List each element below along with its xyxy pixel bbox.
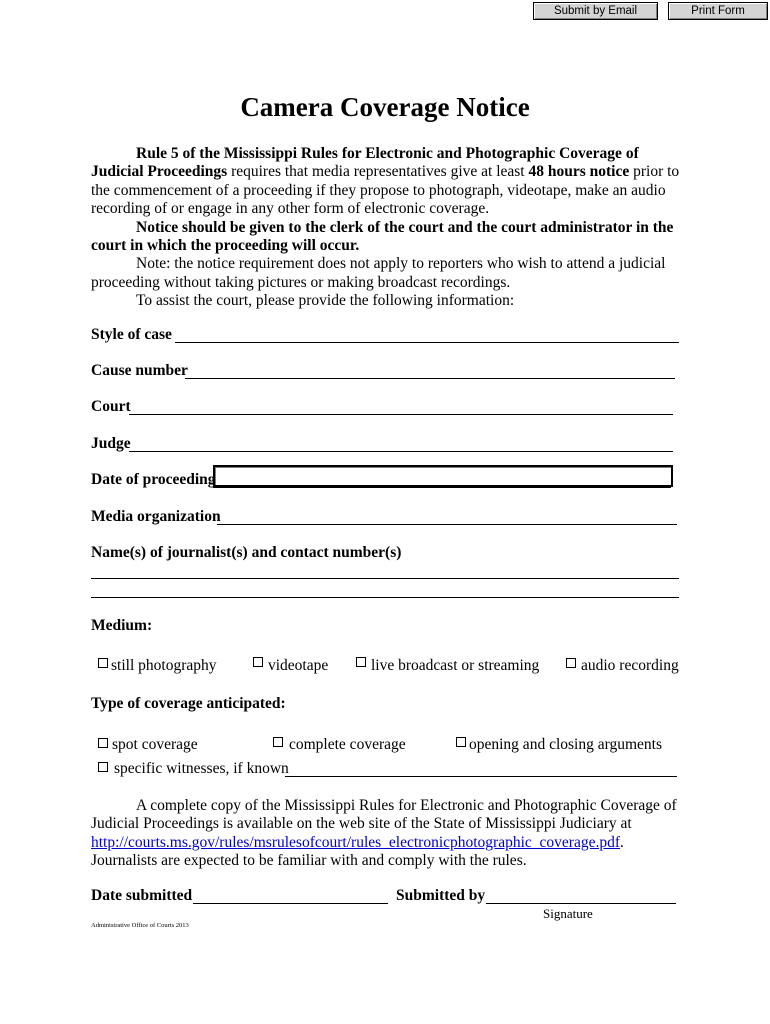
judge-input[interactable] — [129, 451, 673, 452]
credit-text: Administrative Office of Courts 2013 — [91, 922, 189, 929]
date-of-proceeding-underline — [213, 487, 671, 488]
intro-paragraph-3: Note: the notice requirement does not apply to reporters who wish to attend a judicial proceeding without taking pictures or making broadcast recordings. — [91, 255, 666, 291]
court-label: Court — [91, 398, 131, 415]
complete-coverage-checkbox[interactable] — [273, 737, 283, 747]
videotape-checkbox[interactable] — [253, 657, 263, 667]
rule-reference: Rule 5 of the Mississippi Rules for Electronic and Photographic Coverage of Judicial Proceedings — [91, 145, 639, 181]
style-of-case-row — [91, 326, 681, 346]
rules-availability-text — [91, 797, 691, 871]
still-photography-checkbox[interactable] — [98, 658, 108, 668]
coverage-type-label: Type of coverage anticipated: — [91, 695, 286, 712]
still-photography-label: still photography — [111, 657, 217, 674]
intro-paragraph-2 — [91, 219, 691, 256]
rules-availability-paragraph — [91, 797, 691, 852]
rules-link[interactable]: http://courts.ms.gov/rules/msrulesofcourt/rules_electronicphotographic_coverage.pdf — [91, 833, 621, 851]
intro-paragraph-1 — [91, 145, 691, 219]
specific-witnesses-input[interactable] — [285, 776, 677, 777]
court-row — [91, 398, 681, 418]
specific-witnesses-label: specific witnesses, if known — [114, 760, 289, 777]
date-submitted-label: Date submitted — [91, 887, 193, 904]
style-of-case-label: Style of case — [91, 326, 172, 343]
judge-row — [91, 435, 681, 455]
media-organization-row — [91, 508, 681, 528]
journalists-row — [91, 544, 681, 564]
court-input[interactable] — [129, 414, 673, 415]
intro-text — [91, 145, 691, 311]
cause-number-input[interactable] — [185, 378, 675, 379]
submit-by-email-button[interactable]: Submit by Email — [533, 2, 658, 20]
spot-coverage-label: spot coverage — [112, 736, 198, 753]
notice-period: 48 hours notice — [528, 163, 630, 181]
specific-witnesses-checkbox[interactable] — [98, 762, 108, 772]
signature-caption: Signature — [543, 906, 593, 921]
print-form-button[interactable]: Print Form — [668, 2, 768, 20]
rules-availability-sentence: A complete copy of the Mississippi Rules for Electronic and Photographic Coverage of Judicial Proceedings is available on the web site of the State of Mississippi Judiciary at — [91, 797, 677, 833]
complete-coverage-label: complete coverage — [289, 736, 406, 753]
videotape-label: videotape — [268, 657, 329, 674]
journalists-input-line-2[interactable] — [91, 597, 679, 598]
judge-label: Judge — [91, 435, 131, 452]
date-of-proceeding-input[interactable] — [213, 465, 673, 487]
intro-text-a: requires that media representatives give at least — [227, 163, 529, 181]
link-suffix: . — [620, 833, 624, 851]
spot-coverage-checkbox[interactable] — [98, 738, 108, 748]
medium-label: Medium: — [91, 617, 153, 634]
opening-closing-checkbox[interactable] — [456, 737, 466, 747]
page-title: Camera Coverage Notice — [240, 92, 530, 122]
media-organization-input[interactable] — [217, 524, 677, 525]
live-broadcast-checkbox[interactable] — [356, 657, 366, 667]
style-of-case-input[interactable] — [175, 342, 679, 343]
submitted-by-label: Submitted by — [396, 887, 486, 904]
live-broadcast-label: live broadcast or streaming — [371, 657, 540, 674]
cause-number-label: Cause number — [91, 362, 188, 379]
journalists-label: Name(s) of journalist(s) and contact number(s) — [91, 544, 402, 561]
date-of-proceeding-label: Date of proceeding — [91, 471, 216, 488]
cause-number-row — [91, 362, 681, 382]
compliance-paragraph: Journalists are expected to be familiar with and comply with the rules. — [91, 852, 527, 870]
intro-text-b: prior to the commencement of a proceeding if they propose to photograph, videotape, make an audio recording of or engage in any other form of electronic coverage. — [91, 163, 680, 218]
media-organization-label: Media organization — [91, 508, 221, 525]
notice-instruction: Notice should be given to the clerk of the court and the court administrator in the court in which the proceeding will occur. — [91, 218, 674, 255]
submitted-by-input[interactable] — [486, 903, 676, 904]
journalists-input-line-1[interactable] — [91, 578, 679, 579]
opening-closing-label: opening and closing arguments — [469, 736, 663, 753]
date-submitted-input[interactable] — [193, 903, 388, 904]
audio-recording-checkbox[interactable] — [566, 658, 576, 668]
audio-recording-label: audio recording — [581, 657, 679, 674]
intro-paragraph-4: To assist the court, please provide the following information: — [136, 292, 515, 310]
